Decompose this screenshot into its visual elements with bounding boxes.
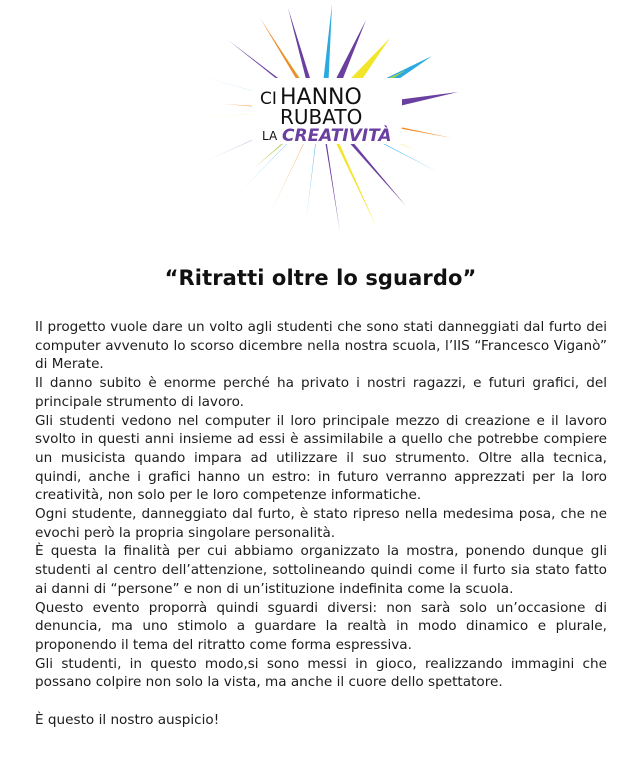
logo-text-la: LA bbox=[262, 129, 278, 143]
paragraph: Gli studenti, in questo modo,si sono messi in gioco, realizzando immagini che possano colpire non solo la vista, ma anche il cuore dello spettatore. bbox=[35, 655, 607, 691]
paragraph: Ogni studente, danneggiato dal furto, è stato ripreso nella medesima posa, che ne evochi però la propria singolare personalità. bbox=[35, 506, 607, 541]
paragraph: Gli studenti vedono nel computer il loro principale mezzo di creazione e il lavoro svolto in questi anni insieme ad essi è assimilabile a quello che potrebbe compiere un musicista quando impara ad utilizzare il suo strumento. Oltre alla tecnica, quindi, anche i grafici hanno un estro: in futuro verranno apprezzati per la loro creatività, non solo per le loro competenze informatiche. bbox=[35, 412, 607, 504]
logo-text-ci: CI bbox=[260, 89, 277, 109]
closing-line: È questo il nostro auspicio! bbox=[35, 711, 220, 728]
paragraph: Il progetto vuole dare un volto agli studenti che sono stati danneggiati dal furto dei computer avvenuto lo scorso dicembre nella nostra scuola, l’IIS “Francesco Viganò” di Merate. bbox=[35, 319, 607, 373]
logo-text-rubato: RUBATO bbox=[280, 105, 363, 129]
event-logo bbox=[170, 0, 470, 232]
paragraph: Il danno subito è enorme perché ha privato i nostri ragazzi, e futuri grafici, del principale strumento di lavoro. bbox=[35, 375, 607, 410]
article-body bbox=[35, 318, 607, 729]
paragraph: È questa la finalità per cui abbiamo organizzato la mostra, ponendo dunque gli studenti al centro dell’attenzione, sottolineando quindi come il furto sia stato fatto ai danni di “persone” e non di un’istituzione indefinita come la scuola. bbox=[35, 543, 607, 597]
page-title: “Ritratti oltre lo sguardo” bbox=[164, 266, 477, 290]
starburst-logo-graphic bbox=[170, 0, 470, 232]
logo-text-hanno: HANNO bbox=[280, 85, 362, 110]
logo-text-creativita: CREATIVITÀ bbox=[282, 126, 392, 146]
paragraph: Questo evento proporrà quindi sguardi diversi: non sarà solo un’occasione di denuncia, ma uno stimolo a guardare la realtà in modo dinamico e plurale, proponendo il tema del ritratto come forma espressiva. bbox=[35, 599, 607, 653]
